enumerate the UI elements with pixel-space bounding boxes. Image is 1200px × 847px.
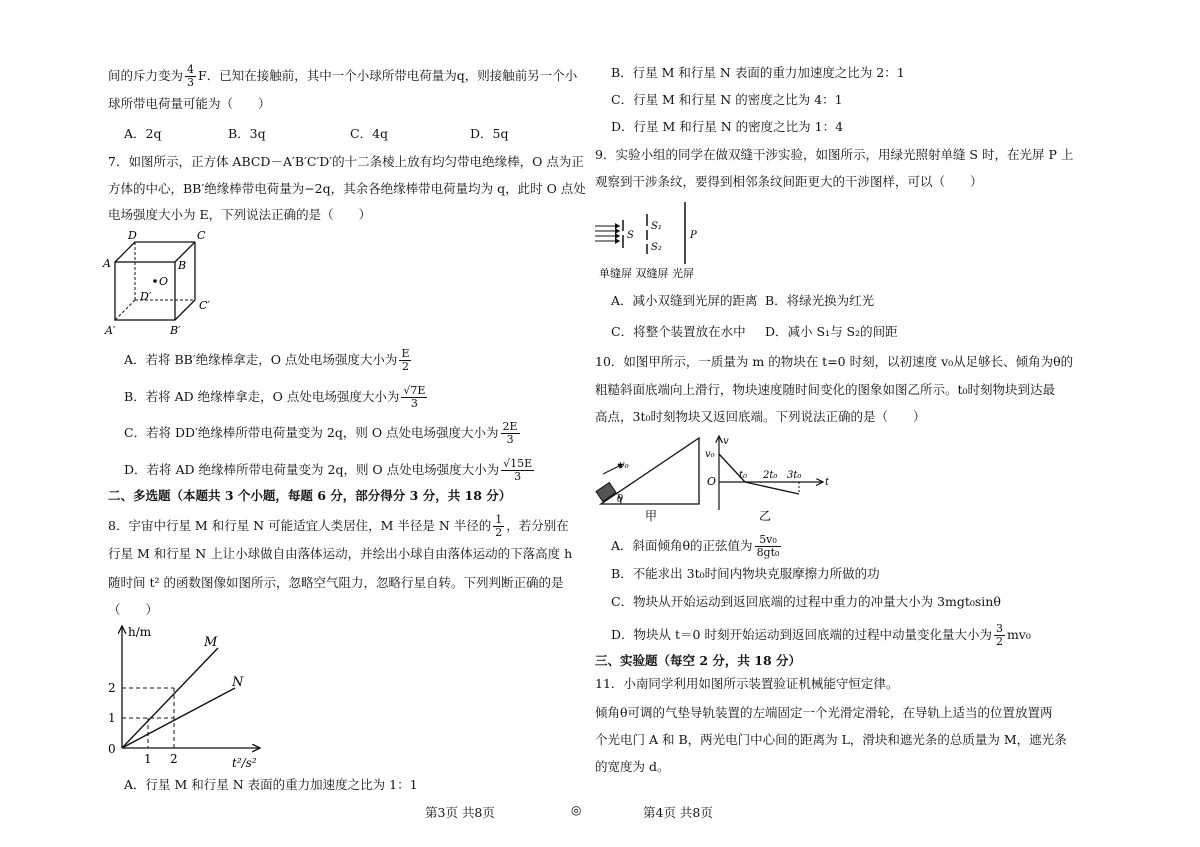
page-number-left: 第3页 共8页 [425,805,495,820]
q7-line2: 方体的中心，BB′绝缘棒带电荷量为−2q，其余各绝缘棒带电荷量均为 q，此时 O 点处 [108,181,586,196]
q10-option-d-text-b: mv₀ [1006,627,1031,642]
q7-b-num: √7E [403,384,426,397]
q9-line2: 观察到干涉条纹，要得到相邻条纹间距更大的干涉图样，可以（ ） [595,174,983,189]
q10-option-a-text: A．斜面倾角θ的正弦值为 [611,538,753,553]
q8-option-d: D．行星 M 和行星 N 的密度之比为 1：4 [611,119,844,134]
q10-option-a-fraction [755,534,782,559]
cube-label-A: A [103,257,111,270]
q7-option-a [124,348,413,373]
vt-label-v0: v₀ [705,449,715,460]
q9-option-d: D．减小 S₁与 S₂的间距 [765,324,898,339]
q10-a-den: 8gt₀ [756,546,780,559]
q8-line3: 随时间 t² 的函数图像如图所示，忽略空气阻力，忽略行星自转。下列判断正确的是 [108,575,564,590]
slit-label-S1: S₁ [651,221,662,232]
cube-label-C: C [197,229,206,242]
cube-label-Dprime: D′ [140,290,152,303]
section-2-heading: 二、多选题（本题共 3 个小题，每题 6 分，部分得分 3 分，共 18 分） [108,488,512,503]
q10-line3: 高点，3t₀时刻物块又返回底端。下列说法正确的是（ ） [595,409,926,424]
q7-a-num: E [401,347,410,360]
q10-d-num: 3 [995,622,1003,635]
q6-text-b: F．已知在接触前，其中一个小球所带电荷量为q，则接触前另一个小 [198,68,578,83]
q7-option-a-fraction [399,348,411,373]
cube-label-Cprime: C′ [199,299,210,312]
slit-label-S2: S₂ [651,242,662,253]
vt-tick-3t0: 3t₀ [787,470,802,481]
q7-b-den: 3 [410,397,418,410]
q6-text-a: 间的斥力变为 [108,68,184,83]
h-t2-graph [100,620,280,770]
cube-label-Aprime: A′ [105,324,116,337]
cube-label-O: O [159,275,169,288]
graph-xlabel: t²/s² [232,756,257,770]
right-page [595,0,1200,847]
q7-c-num: 2E [502,420,518,433]
q8-option-b: B．行星 M 和行星 N 表面的重力加速度之比为 2：1 [611,65,905,80]
q8-option-a: A．行星 M 和行星 N 表面的重力加速度之比为 1：1 [124,777,418,792]
vt-origin: O [707,475,717,488]
q6-option-c: C．4q [350,126,389,141]
slit-caption: 单缝屏 双缝屏 光屏 [599,267,694,280]
q7-option-c-text: C．若将 DD′绝缘棒所带电荷量变为 2q，则 O 点处电场强度大小为 [124,425,499,440]
q6-option-b: B．3q [228,126,266,141]
incline-label-theta: θ [617,494,624,505]
q10-d-den: 2 [995,635,1003,648]
graph-x-tick-2: 2 [170,752,178,766]
q7-option-b-text: B．若将 AD 绝缘棒拿走，O 点处电场强度大小为 [124,389,400,404]
q9-option-b: B．将绿光换为红光 [765,293,875,308]
q8-text-b: ，若分别在 [506,518,569,533]
q9-option-a: A．减小双缝到光屏的距离 [611,293,758,308]
q7-option-b-fraction [401,385,427,410]
q10-option-b: B．不能求出 3t₀时间内物块克服摩擦力所做的功 [611,566,880,581]
q8-frac-num: 1 [495,513,503,526]
q10-option-d [611,623,1031,648]
graph-label-M: M [204,635,218,650]
q10-a-num: 5v₀ [755,534,782,547]
vt-tick-t0: t₀ [739,470,748,481]
cube-diagram [100,226,230,341]
incline-label-v0: v₀ [619,460,629,471]
q7-option-d-text: D．若将 AD 绝缘棒所带电荷量变为 2q，则 O 点处电场强度大小为 [124,462,500,477]
q10-line2: 粗糙斜面底端向上滑行，物块速度随时间变化的图象如图乙所示。t₀时刻物块到达最 [595,382,1056,397]
graph-origin: 0 [108,742,116,756]
q9-option-c: C．将整个装置放在水中 [611,324,746,339]
q7-c-den: 3 [506,433,514,446]
q8-frac-den: 2 [495,526,503,539]
q7-d-num: √15E [503,457,533,470]
q11-line4: 的宽度为 d。 [595,759,670,774]
q10-line1: 10．如图甲所示，一质量为 m 的物块在 t=0 时刻，以初速度 v₀从足够长、倾角为θ的 [595,354,1074,369]
incline-figure [595,430,715,525]
q10-option-a [611,534,783,559]
q8-fraction [493,514,504,539]
left-page [0,0,595,847]
q7-d-den: 3 [514,470,522,483]
q6-continuation-line1 [108,64,577,89]
slit-label-S: S [627,230,634,241]
q7-option-a-text: A．若将 BB′绝缘棒拿走，O 点处电场强度大小为 [124,352,398,367]
q10-option-d-text-a: D．物块从 t＝0 时刻开始运动到返回底端的过程中动量变化量大小为 [611,627,992,642]
q8-option-c: C．行星 M 和行星 N 的密度之比为 4：1 [611,92,843,107]
graph-x-tick-1: 1 [144,752,152,766]
q8-line1 [108,514,569,539]
q11-line2: 倾角θ可调的气垫导轨装置的左端固定一个光滑定滑轮，在导轨上适当的位置放置两 [595,705,1053,720]
graph-y-tick-1: 1 [108,711,116,725]
vt-axis-v: v [723,436,729,447]
q7-option-d [124,458,536,483]
cube-label-D: D [128,229,137,242]
cube-label-Bprime: B′ [170,324,181,337]
v-t-graph [703,430,843,525]
cube-label-B: B [178,259,187,272]
vt-axis-t: t [825,477,830,488]
q7-line1: 7．如图所示，正方体 ABCD－A′B′C′D′的十二条棱上放有均匀带电绝缘棒，O 点为正 [108,154,584,169]
graph-y-tick-2: 2 [108,681,116,695]
q6-frac-den: 3 [187,76,195,89]
graph-label-N: N [232,675,244,690]
graph-ylabel: h/m [128,625,152,639]
q8-text-a: 8．宇宙中行星 M 和行星 N 可能适宜人类居住，M 半径是 N 半径的 [108,518,492,533]
center-mark-icon: ◎ [571,803,582,817]
q6-fraction [185,64,196,89]
vt-tick-2t0: 2t₀ [763,470,778,481]
q6-option-a: A．2q [124,126,162,141]
q6-continuation-line2: 球所带电荷量可能为（ ） [108,96,271,111]
q11-line1: 11．小南同学利用如图所示装置验证机械能守恒定律。 [595,676,899,691]
slit-label-P: P [690,230,697,241]
figure-yi-caption: 乙 [759,509,772,523]
section-3-heading: 三、实验题（每空 2 分，共 18 分） [595,653,802,668]
q8-answer-paren: （ ） [108,602,159,617]
q10-option-d-fraction [994,623,1005,648]
q6-frac-num: 4 [187,63,195,76]
q9-line1: 9．实验小组的同学在做双缝干涉实验，如图所示，用绿光照射单缝 S 时，在光屏 P 上 [595,147,1074,162]
q8-line2: 行星 M 和行星 N 上让小球做自由落体运动，并绘出小球自由落体运动的下落高度 h [108,546,573,561]
q11-line3: 个光电门 A 和 B，两光电门中心间的距离为 L，滑块和遮光条的总质量为 M，遮光条 [595,732,1067,747]
figure-jia-caption: 甲 [645,509,658,523]
q7-option-b [124,385,429,410]
q7-option-c [124,421,522,446]
q6-option-d: D．5q [470,126,509,141]
q7-option-d-fraction [501,458,534,483]
q10-option-c: C．物块从开始运动到返回底端的过程中重力的冲量大小为 3mgt₀sinθ [611,594,1001,609]
page-number-right: 第4页 共8页 [643,805,713,820]
q7-line3: 电场强度大小为 E，下列说法正确的是（ ） [108,207,372,222]
q7-option-c-fraction [501,421,520,446]
double-slit-diagram [595,198,715,283]
q7-a-den: 2 [401,360,409,373]
